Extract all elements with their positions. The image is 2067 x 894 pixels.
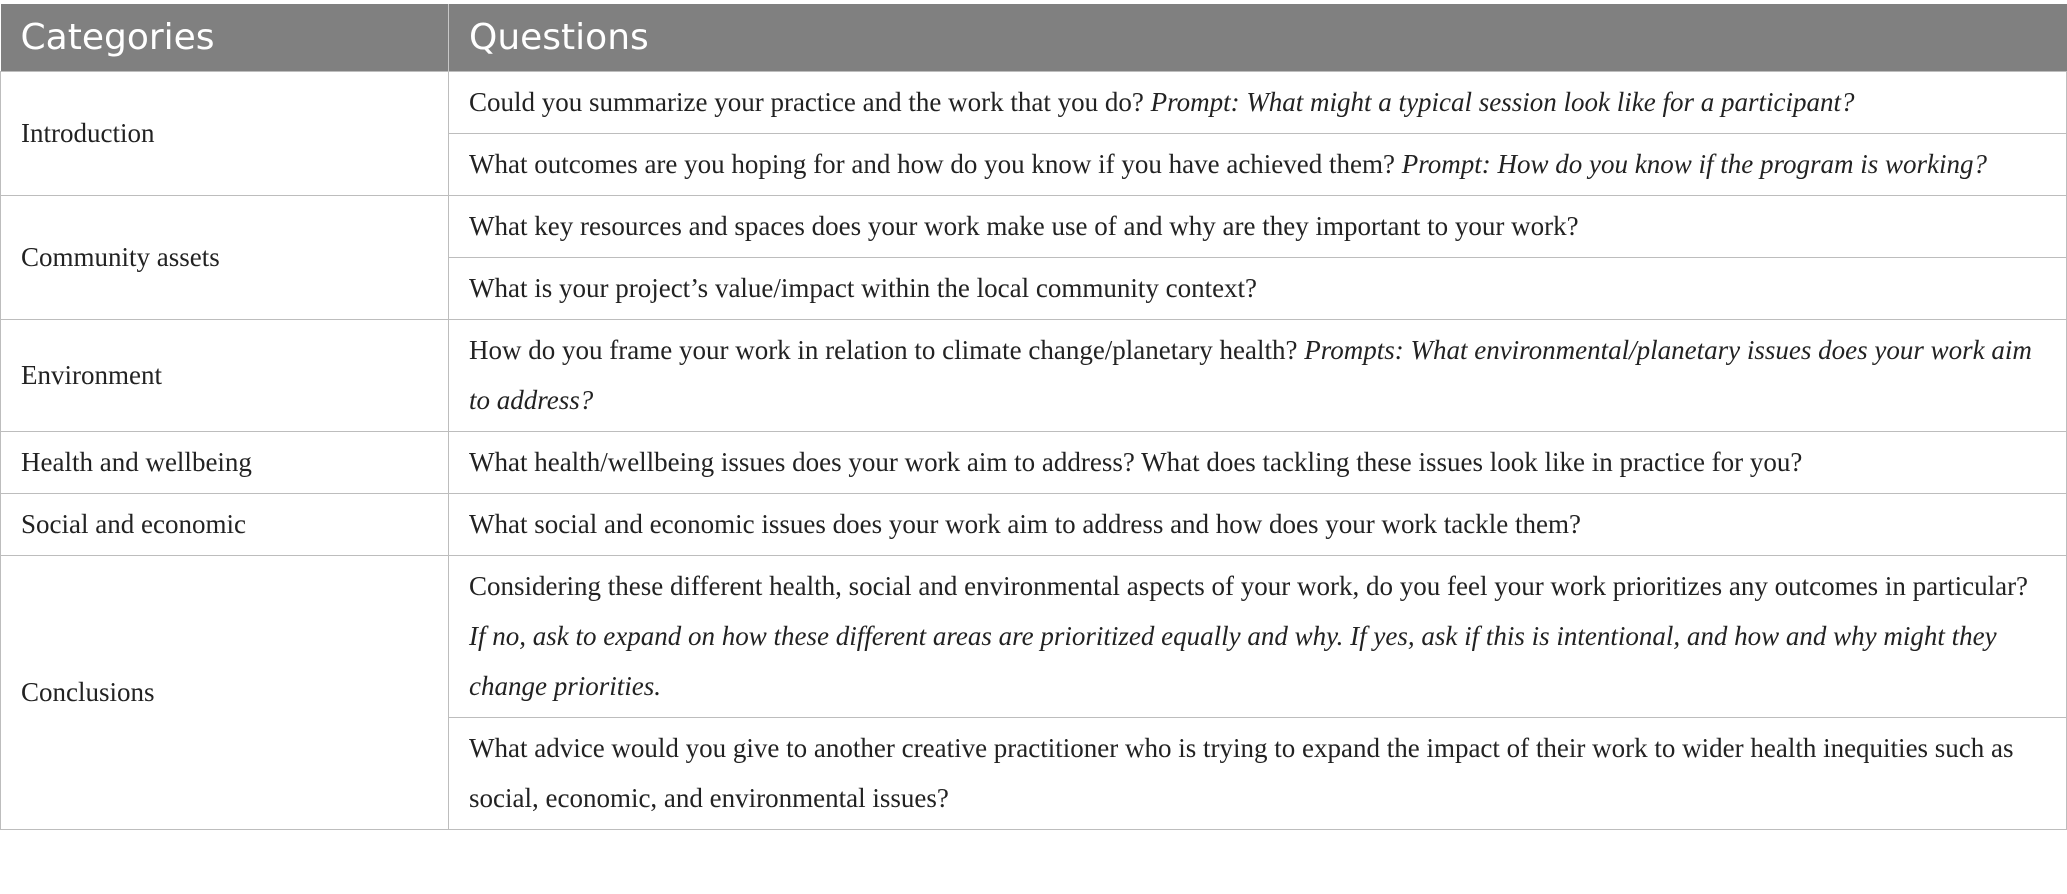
table-row (1, 320, 2067, 432)
question-cell (449, 556, 2067, 718)
question-text: What social and economic issues does your work aim to address and how does your work tackle them? (469, 509, 1581, 539)
question-cell (449, 320, 2067, 432)
table-row (1, 556, 2067, 718)
category-cell: Introduction (1, 72, 449, 196)
question-cell (449, 494, 2067, 556)
question-text: Considering these different health, social and environmental aspects of your work, do you feel your work prioritizes any outcomes in particular? (469, 571, 2029, 601)
question-prompt: Prompts: What environmental/planetary issues does your work aim to address? (469, 335, 2032, 415)
question-prompt: Prompt: What might a typical session look like for a participant? (1150, 87, 1855, 117)
table-row (1, 494, 2067, 556)
question-text: What health/wellbeing issues does your work aim to address? What does tackling these issues look like in practice for you? (469, 447, 1803, 477)
category-cell: Social and economic (1, 494, 449, 556)
category-cell: Environment (1, 320, 449, 432)
table-header-row (1, 4, 2067, 72)
category-cell: Health and wellbeing (1, 432, 449, 494)
table-row (1, 196, 2067, 258)
category-cell: Community assets (1, 196, 449, 320)
question-text: How do you frame your work in relation to climate change/planetary health? (469, 335, 1298, 365)
table-row (1, 432, 2067, 494)
interview-questions-table-wrapper (0, 4, 2066, 830)
category-cell: Conclusions (1, 556, 449, 830)
question-cell (449, 196, 2067, 258)
header-questions: Questions (449, 4, 2067, 72)
question-cell (449, 718, 2067, 830)
table-row (1, 72, 2067, 134)
question-cell (449, 134, 2067, 196)
question-prompt: Prompt: How do you know if the program is working? (1401, 149, 1987, 179)
interview-questions-table (0, 4, 2067, 830)
question-prompt: If no, ask to expand on how these different areas are prioritized equally and why. If yes, ask if this is intentional, and how and why might they change priorities. (469, 621, 1997, 701)
question-cell (449, 432, 2067, 494)
question-text: What outcomes are you hoping for and how do you know if you have achieved them? (469, 149, 1395, 179)
question-cell (449, 258, 2067, 320)
header-categories: Categories (1, 4, 449, 72)
question-cell (449, 72, 2067, 134)
question-text: Could you summarize your practice and the work that you do? (469, 87, 1144, 117)
question-text: What key resources and spaces does your work make use of and why are they important to your work? (469, 211, 1579, 241)
question-text: What is your project’s value/impact within the local community context? (469, 273, 1258, 303)
question-text: What advice would you give to another creative practitioner who is trying to expand the impact of their work to wider health inequities such as social, economic, and environmental issues? (469, 733, 2014, 813)
